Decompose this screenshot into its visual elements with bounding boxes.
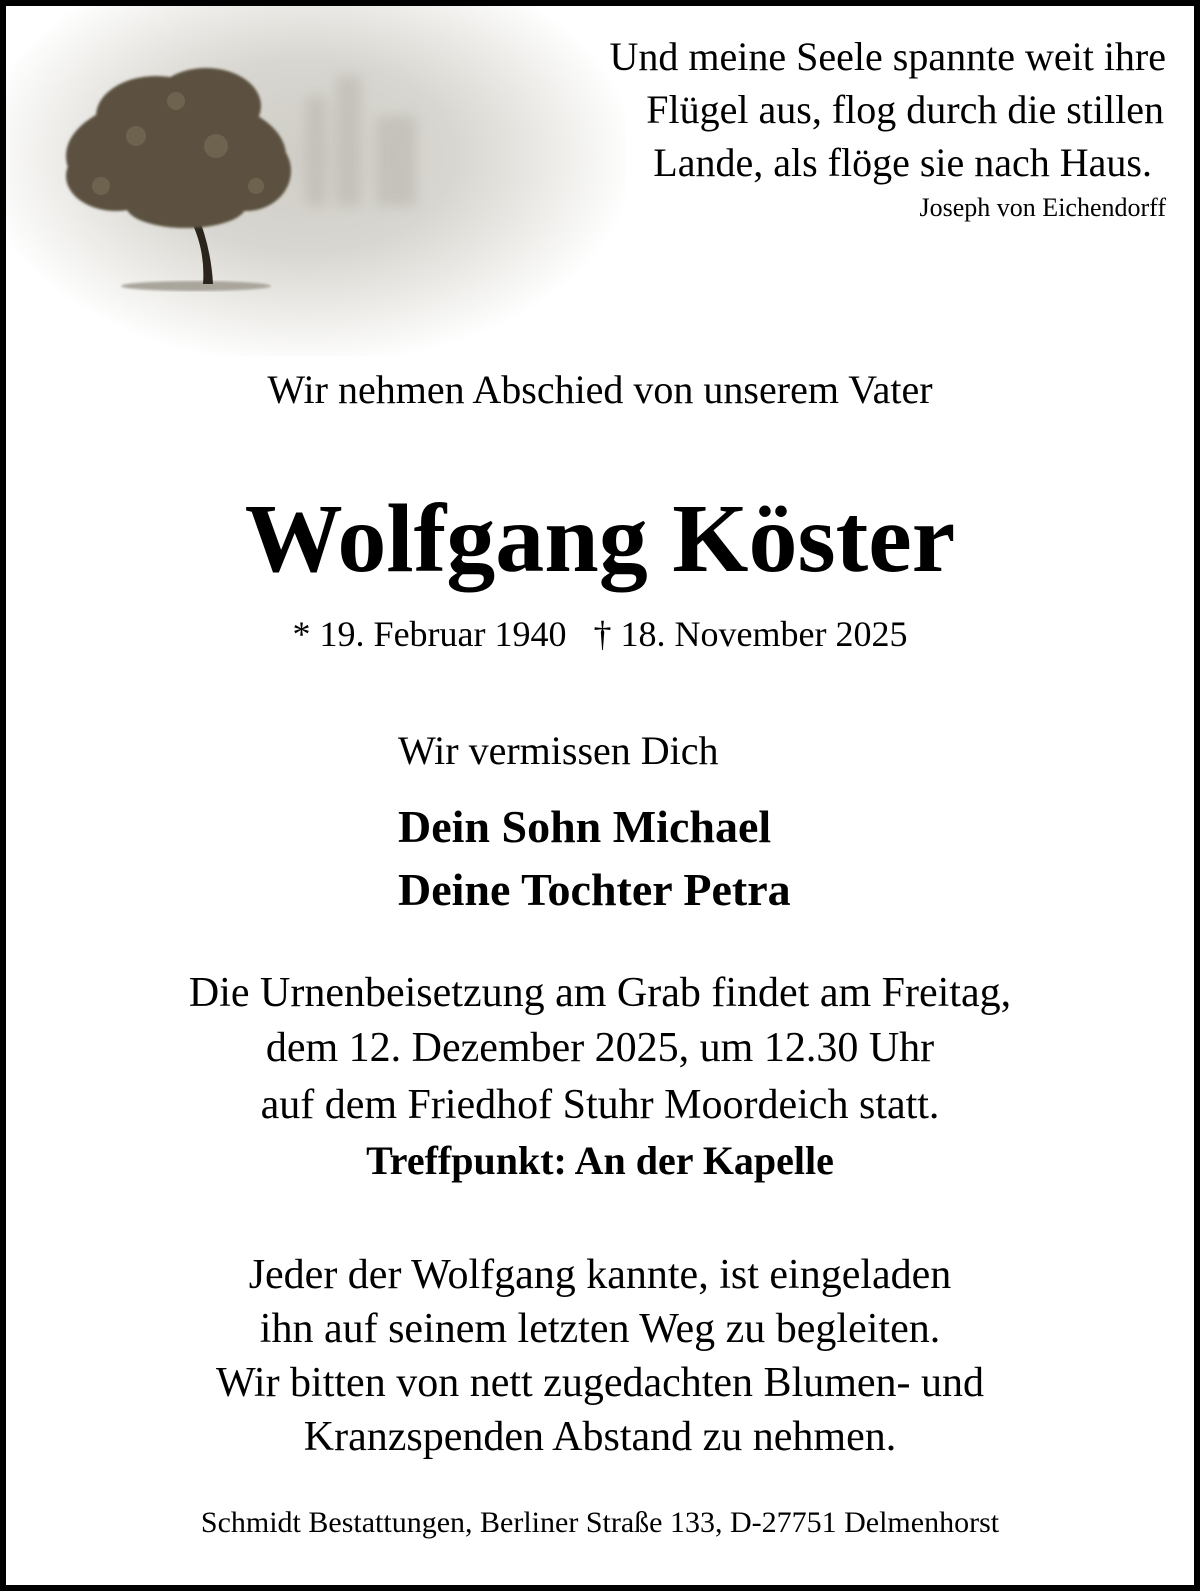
invitation-line: ihn auf seinem letzten Weg zu begleiten. — [259, 1306, 941, 1352]
mourners-intro: Wir vermissen Dich — [398, 728, 719, 773]
intro-text: Wir nehmen Abschied von unserem Vater — [267, 367, 933, 412]
ceremony-line: Die Urnenbeisetzung am Grab findet am Freitag, — [188, 970, 1012, 1016]
mourner-name: Dein Sohn Michael — [398, 801, 772, 852]
quote-author: Joseph von Eichendorff — [919, 193, 1166, 222]
funeral-home-footer: Schmidt Bestattungen, Berliner Straße 133, D-27751 Delmenhorst — [200, 1506, 1000, 1539]
meeting-point: Treffpunkt: An der Kapelle — [366, 1138, 834, 1183]
invitation-line: Kranzspenden Abstand zu nehmen. — [303, 1414, 897, 1460]
ceremony-line: dem 12. Dezember 2025, um 12.30 Uhr — [265, 1025, 935, 1071]
quote-line: Flügel aus, flog durch die stillen — [646, 87, 1164, 132]
deceased-name: Wolfgang Köster — [244, 485, 956, 593]
invitation-line: Jeder der Wolfgang kannte, ist eingeladen — [248, 1252, 952, 1298]
obituary-card — [6, 6, 1194, 1585]
ceremony-line: auf dem Friedhof Stuhr Moordeich statt. — [260, 1082, 940, 1128]
tree-in-fog-image — [6, 6, 626, 356]
mourner-name: Deine Tochter Petra — [398, 864, 791, 915]
quote-line: Und meine Seele spannte weit ihre — [609, 34, 1166, 79]
quote-line: Lande, als flöge sie nach Haus. — [653, 140, 1152, 185]
life-dates: * 19. Februar 1940 † 18. November 2025 — [292, 614, 908, 654]
invitation-line: Wir bitten von nett zugedachten Blumen- und — [215, 1360, 985, 1406]
tree-icon — [6, 6, 626, 356]
